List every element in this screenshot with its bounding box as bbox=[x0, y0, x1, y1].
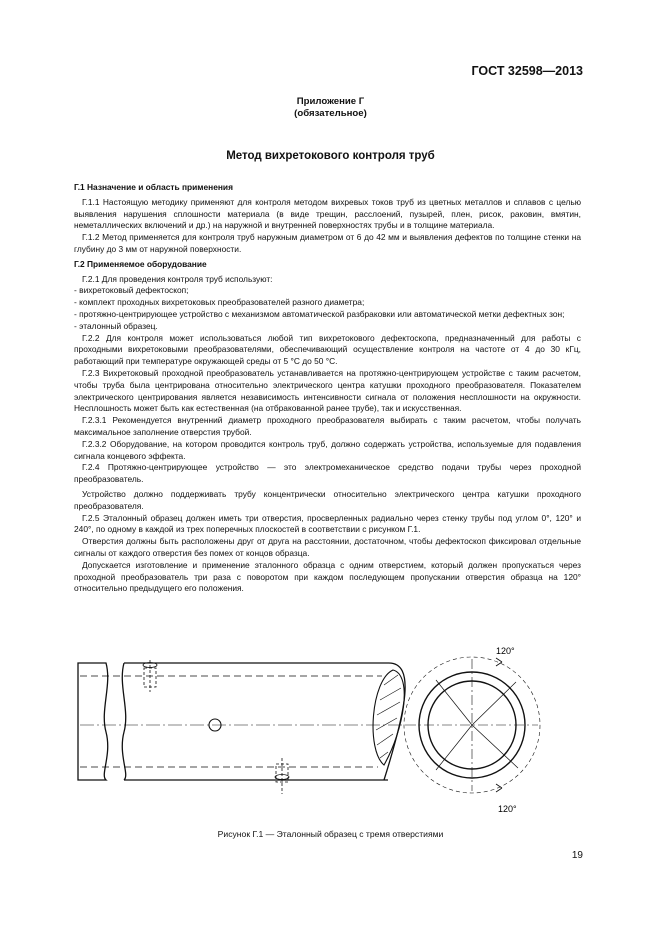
paragraph-g1-2: Г.1.2 Метод применяется для контроля труб наружным диаметром от 6 до 42 мм и выявления дефектов по толщине стенки на глубину до 3 мм от наружной поверхности. bbox=[74, 232, 581, 254]
hole-top bbox=[144, 660, 156, 692]
tube-cross-section bbox=[404, 657, 540, 793]
paragraph-holes: Отверстия должны быть расположены друг от друга на расстоянии, достаточном, чтобы дефектоскоп фиксировал отдельные сигналы от каждого отверстия без помех от концов образца. bbox=[74, 536, 581, 558]
paragraph-g2-3-2: Г.2.3.2 Оборудование, на котором проводится контроль труб, должно содержать устройства, используемые для подавления сигнала концевого эффекта. bbox=[74, 438, 581, 461]
paragraph-g2-2: Г.2.2 Для контроля может использоваться любой тип вихретокового дефектоскопа, предназначенный для работы с проходными вихретоковыми преобразователями, обеспечивающий осуществление контроля на частоте от 4 до 30 кГц, работающий при температуре окружающей среды от 5 °С до 50 °С. bbox=[74, 332, 581, 367]
list-item: - вихретоковый дефектоскоп; bbox=[74, 285, 189, 296]
tube-outline bbox=[122, 663, 388, 780]
paragraph-g2-4-cont: Устройство должно поддерживать трубу концентрически относительно электрического центра катушки проходного преобразователя. bbox=[74, 488, 581, 511]
list-item: - комплект проходных вихретоковых преобразователей разного диаметра; bbox=[74, 297, 365, 308]
tube-left-break bbox=[78, 663, 108, 780]
paragraph-single-hole: Допускается изготовление и применение эталонного образца с одним отверстием, который должен пропускаться через проходной преобразователь три раза с поворотом при каждом последующем пропускании отверстия образца на 120° относительно предыдущего его положения. bbox=[74, 559, 581, 594]
annex-label: Приложение Г bbox=[296, 96, 365, 107]
tube-side-view bbox=[78, 660, 406, 794]
angle-label-bottom: 120° bbox=[498, 804, 517, 814]
annex-status: (обязательное) bbox=[294, 108, 367, 119]
reference-sample-drawing bbox=[66, 640, 586, 820]
paragraph-g2-3: Г.2.3 Вихретоковый проходной преобразователь устанавливается на протяжно-центрирующем устройстве с таким расчетом, чтобы труба была центрирована относительно электрического центра катушки проходного преобразователя. Показателем электрического центрирования является независимость интенсивности сигнала от положения несплошности на окружности. Несплошность может быть как естественная (на отбракованной ранее трубе), так и искусственная. bbox=[74, 367, 581, 414]
list-item: - эталонный образец. bbox=[74, 320, 158, 331]
paragraph-g2-1: Г.2.1 Для проведения контроля труб используют: bbox=[82, 273, 273, 284]
heading-g1: Г.1 Назначение и область применения bbox=[74, 182, 233, 192]
body-text bbox=[74, 182, 581, 595]
paragraph-g2-3-1: Г.2.3.1 Рекомендуется внутренний диаметр проходного преобразователя выбирать с таким расчетом, чтобы получать максимальное заполнение отверстия трубой. bbox=[74, 415, 581, 437]
paragraph-g2-5: Г.2.5 Эталонный образец должен иметь три отверстия, просверленных радиально через стенку трубы под углом 0°, 120° и 240°, по одному в каждой из трех поперечных плоскостей в соответствии с рисунком Г.1. bbox=[74, 512, 581, 535]
angle-label-top: 120° bbox=[496, 646, 515, 656]
heading-g2: Г.2 Применяемое оборудование bbox=[74, 258, 207, 269]
document-code: ГОСТ 32598—2013 bbox=[471, 64, 583, 78]
tube-bore-end bbox=[373, 670, 404, 765]
page-number: 19 bbox=[571, 850, 583, 861]
list-item: - протяжно-центрирующее устройство с механизмом автоматической разбраковки или автоматической метки дефектных зон; bbox=[74, 308, 565, 319]
paragraph-g1-1: Г.1.1 Настоящую методику применяют для контроля методом вихревых токов труб из цветных металлов и сплавов с целью выявления нарушения сплошности материала (в виде трещин, расслоений, пузырей, плен, рисок, раковин, вмятин, неметаллических включений и др.) на наружной и внутренней поверхностях трубы и в толщине материала. bbox=[74, 196, 581, 231]
paragraph-g2-4: Г.2.4 Протяжно-центрирующее устройство — это электромеханическое средство подачи трубы через проходной преобразователь. bbox=[74, 462, 581, 485]
figure-caption: Рисунок Г.1 — Эталонный образец с тремя отверстиями bbox=[217, 829, 444, 839]
hole-bottom bbox=[276, 758, 288, 794]
section-title: Метод вихретокового контроля труб bbox=[226, 150, 435, 162]
